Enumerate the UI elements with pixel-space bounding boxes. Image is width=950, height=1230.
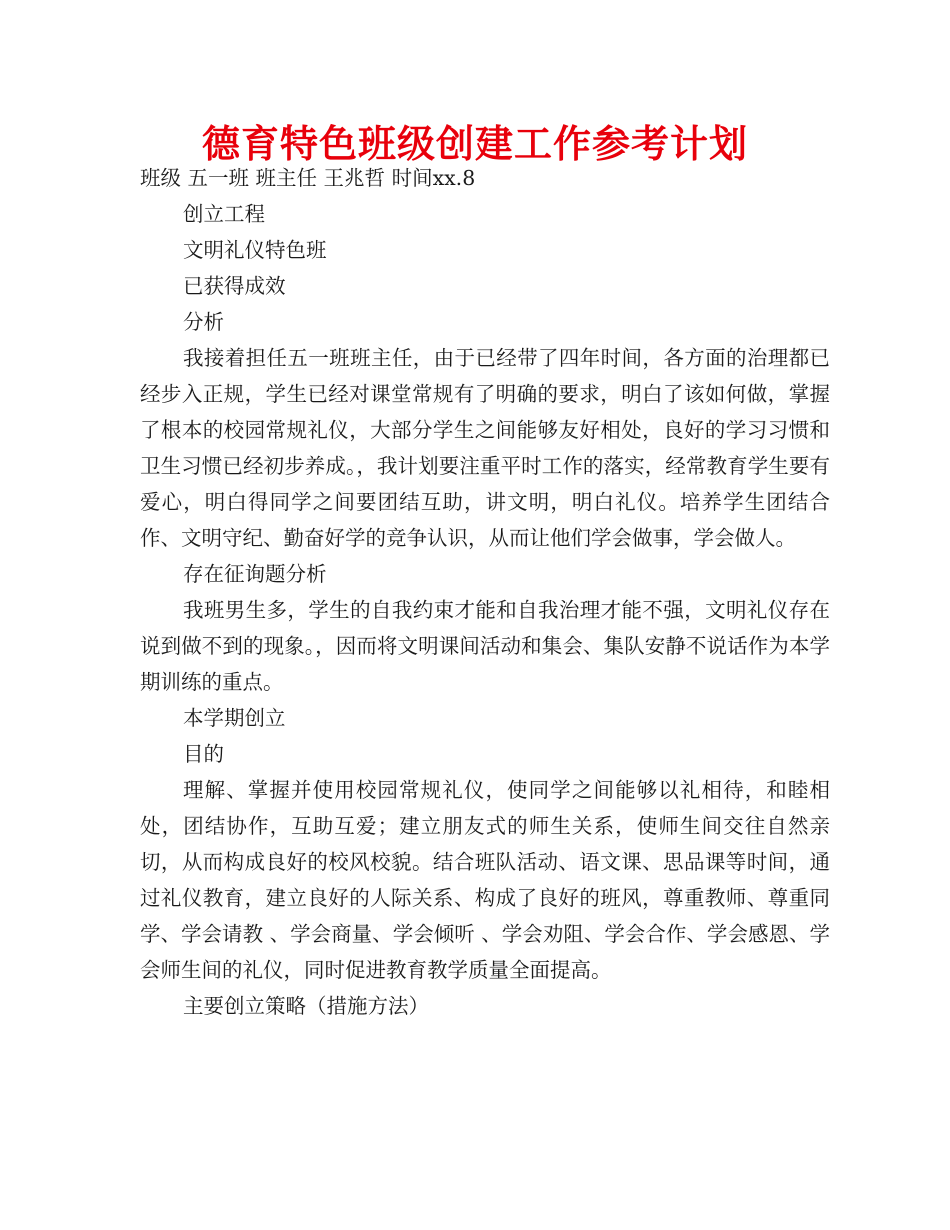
- document-title: 德育特色班级创建工作参考计划: [201, 122, 748, 166]
- heading-project-name: 文明礼仪特色班: [183, 238, 327, 262]
- heading-strategies: 主要创立策略（措施方法）: [183, 994, 429, 1018]
- heading-results: 已获得成效: [183, 274, 286, 298]
- heading-analysis: 分析: [183, 310, 224, 334]
- heading-project: 创立工程: [183, 202, 265, 226]
- heading-problems: 存在征询题分析: [183, 562, 327, 586]
- document-body: [140, 160, 830, 1024]
- heading-goals: 目的: [183, 742, 224, 766]
- heading-semester: 本学期创立: [183, 706, 286, 730]
- paragraph-goals: 理解、掌握并使用校园常规礼仪，使同学之间能够以礼相待，和睦相处，团结协作，互助互爱；建立朋友式的师生关系，使师生间交往自然亲切，从而构成良好的校风校貌。结合班队活动、语文课、思品课等时间，通过礼仪教育，建立良好的人际关系、构成了良好的班风，尊重教师、尊重同学、学会请教 、学会商量、学会倾听 、学会劝阻、学会合作、学会感恩、学会师生间的礼仪，同时促进教育教学质量全面提高。: [140, 778, 830, 982]
- paragraph-analysis: 我接着担任五一班班主任，由于已经带了四年时间，各方面的治理都已经步入正规，学生已经对课堂常规有了明确的要求，明白了该如何做，掌握了根本的校园常规礼仪，大部分学生之间能够友好相处，良好的学习习惯和卫生习惯已经初步养成。，我计划要注重平时工作的落实，经常教育学生要有爱心，明白得同学之间要团结互助，讲文明，明白礼仪。培养学生团结合作、文明守纪、勤奋好学的竞争认识，从而让他们学会做事，学会做人。: [140, 346, 830, 550]
- meta-line: 班级 五一班 班主任 王兆哲 时间xx.8: [140, 166, 476, 190]
- paragraph-problems: 我班男生多，学生的自我约束才能和自我治理才能不强，文明礼仪存在说到做不到的现象。，因而将文明课间活动和集会、集队安静不说话作为本学期训练的重点。: [140, 598, 830, 694]
